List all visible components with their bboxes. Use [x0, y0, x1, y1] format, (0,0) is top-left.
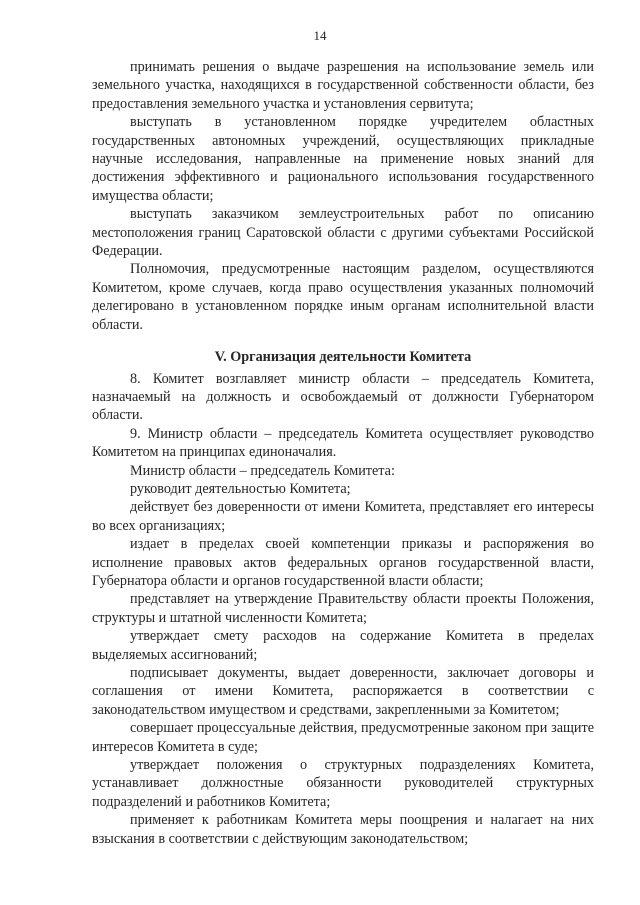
- paragraph: выступать в установленном порядке учредителем областных государственных автономных учреждений, осуществляющих прикладные научные исследования, направленные на применение новых знаний для достижения эффективного и рационального использования государственного имущества области;: [92, 114, 594, 204]
- paragraph: утверждает смету расходов на содержание Комитета в пределах выделяемых ассигнований;: [92, 628, 594, 663]
- paragraph: 9. Министр области – председатель Комитета осуществляет руководство Комитетом на принципах единоначалия.: [92, 425, 594, 461]
- paragraph: Полномочия, предусмотренные настоящим разделом, осуществляются Комитетом, кроме случаев, когда право осуществления указанных полномочий делегировано в установленном порядке иным органам исполнительной власти области.: [92, 261, 594, 333]
- paragraph: издает в пределах своей компетенции приказы и распоряжения во исполнение правовых актов федеральных органов государственной власти, Губернатора области и органов государственной власти области;: [92, 536, 594, 589]
- paragraph: применяет к работникам Комитета меры поощрения и налагает на них взыскания в соответствии с действующим законодательством;: [92, 812, 594, 847]
- document-body: [92, 58, 594, 848]
- paragraph: Министр области – председатель Комитета:: [130, 462, 395, 479]
- paragraph: представляет на утверждение Правительству области проекты Положения, структуры и штатной численности Комитета;: [92, 591, 594, 626]
- paragraph: принимать решения о выдаче разрешения на использование земель или земельного участка, находящихся в государственной собственности области, без предоставления земельного участка и установления сервитута;: [92, 59, 594, 112]
- paragraph: руководит деятельностью Комитета;: [130, 480, 351, 497]
- paragraph: утверждает положения о структурных подразделениях Комитета, устанавливает должностные обязанности руководителей структурных подразделений и работников Комитета;: [92, 757, 594, 810]
- page-number: 14: [313, 28, 327, 43]
- paragraph: выступать заказчиком землеустроительных работ по описанию местоположения границ Саратовской области с другими субъектами Российской Федерации.: [92, 206, 594, 260]
- paragraph: совершает процессуальные действия, предусмотренные законом при защите интересов Комитета в суде;: [92, 720, 594, 755]
- section-heading: V. Организация деятельности Комитета: [214, 349, 472, 366]
- paragraph: действует без доверенности от имени Комитета, представляет его интересы во всех организациях;: [92, 499, 594, 534]
- paragraph: 8. Комитет возглавляет министр области – председатель Комитета, назначаемый на должность и освобождаемый от должности Губернатором области.: [92, 370, 594, 424]
- paragraph: подписывает документы, выдает доверенности, заключает договоры и соглашения от имени Комитета, распоряжается в соответствии с законодательством имуществом и средствами, закрепленными за Комитетом;: [92, 665, 594, 718]
